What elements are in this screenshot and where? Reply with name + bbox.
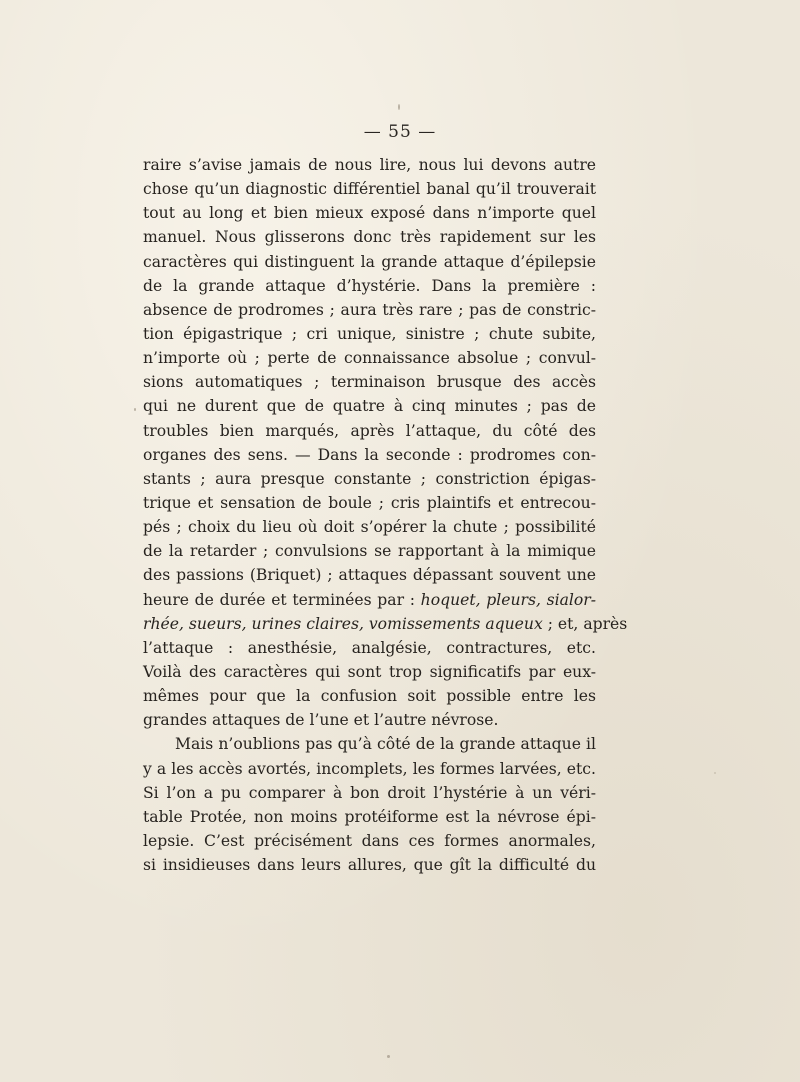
- text-line: de la grande attaque d’hystérie. Dans la première :: [143, 276, 596, 295]
- text-line: Voilà des caractères qui sont trop significatifs par eux-: [143, 662, 596, 681]
- text-line: caractères qui distinguent la grande attaque d’épilepsie: [143, 252, 596, 271]
- text-line: y a les accès avortés, incomplets, les formes larvées, etc.: [143, 759, 596, 778]
- ink-speck: [134, 408, 136, 411]
- text-line: qui ne durent que de quatre à cinq minutes ; pas de: [143, 397, 596, 416]
- text-line: l’attaque : anesthésie, analgésie, contractures, etc.: [143, 638, 596, 657]
- text-line: [143, 612, 628, 636]
- text-line: n’importe où ; perte de connaissance absolue ; convul-: [143, 349, 596, 368]
- text-line: Si l’on a pu comparer à bon droit l’hystérie à un véri-: [143, 783, 596, 802]
- paragraph-first-line: Mais n’oublions pas qu’à côté de la grande attaque il: [175, 735, 596, 754]
- text-line: organes des sens. — Dans la seconde : prodromes con-: [143, 445, 596, 464]
- text-line: si insidieuses dans leurs allures, que gît la difficulté du: [143, 856, 596, 875]
- paragraph-last-line: grandes attaques de l’une et l’autre névrose.: [143, 711, 499, 730]
- text-line: chose qu’un diagnostic différentiel banal qu’il trouverait: [143, 180, 596, 199]
- text-line: tout au long et bien mieux exposé dans n’importe quel: [143, 204, 596, 223]
- text-run: ; et, après: [542, 614, 628, 633]
- text-line: mêmes pour que la confusion soit possible entre les: [143, 687, 596, 706]
- text-run: heure de durée et terminées par :: [143, 590, 421, 609]
- text-line: pés ; choix du lieu où doit s’opérer la chute ; possibilité: [143, 518, 596, 537]
- text-line: raire s’avise jamais de nous lire, nous lui devons autre: [143, 156, 596, 174]
- text-line: trique et sensation de boule ; cris plaintifs et entrecou-: [143, 493, 596, 512]
- text-line: tion épigastrique ; cri unique, sinistre ; chute subite,: [143, 324, 596, 343]
- text-line: lepsie. C’est précisément dans ces formes anormales,: [143, 831, 596, 850]
- ink-speck: [714, 772, 716, 774]
- italic-text-run: rhée, sueurs, urines claires, vomissements aqueux: [143, 614, 543, 633]
- italic-text-run: hoquet, pleurs, sialor-: [420, 590, 596, 609]
- ink-speck: [387, 1055, 390, 1058]
- text-line: stants ; aura presque constante ; constriction épigas-: [143, 469, 596, 488]
- text-line: sions automatiques ; terminaison brusque des accès: [143, 373, 596, 392]
- body-text: [143, 153, 628, 877]
- text-line: absence de prodromes ; aura très rare ; pas de constric-: [143, 300, 596, 319]
- page-number: — 55 —: [363, 122, 437, 142]
- ink-speck: [398, 104, 400, 110]
- text-line: [143, 588, 596, 612]
- text-line: de la retarder ; convulsions se rapportant à la mimique: [143, 542, 596, 561]
- text-line: troubles bien marqués, après l’attaque, du côté des: [143, 421, 596, 440]
- text-line: manuel. Nous glisserons donc très rapidement sur les: [143, 228, 596, 247]
- text-line: table Protée, non moins protéiforme est la névrose épi-: [143, 807, 596, 826]
- text-line: des passions (Briquet) ; attaques dépassant souvent une: [143, 566, 596, 585]
